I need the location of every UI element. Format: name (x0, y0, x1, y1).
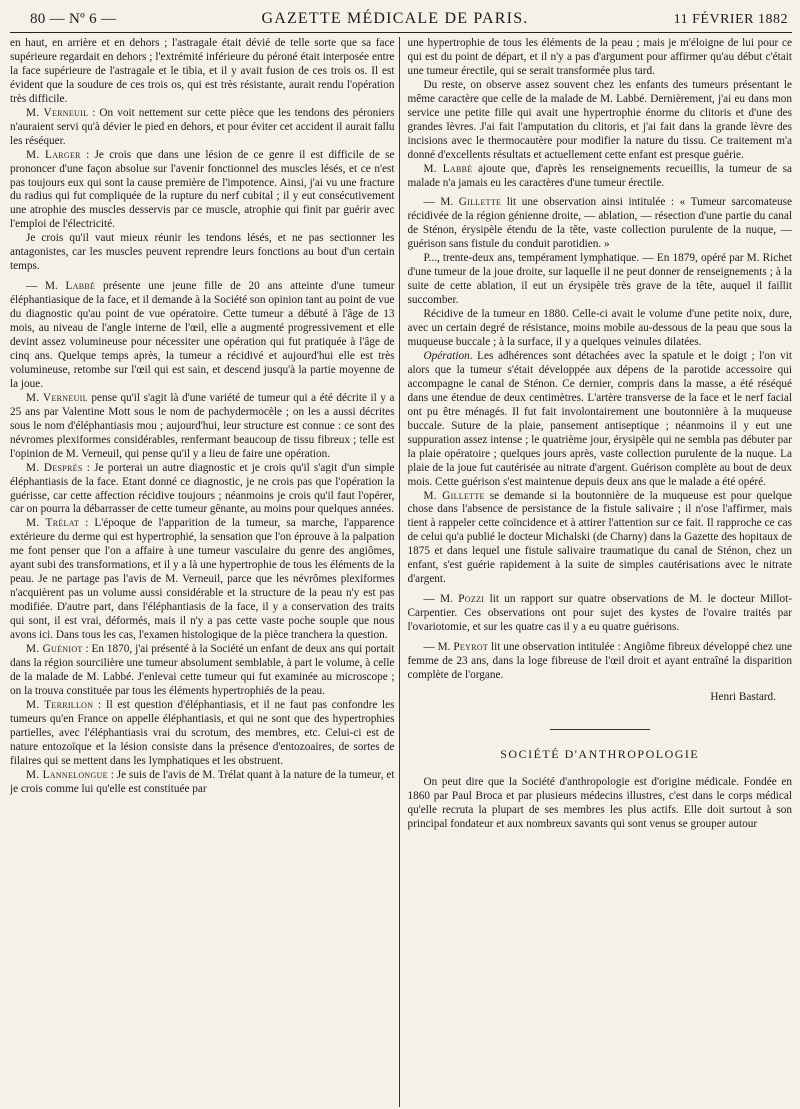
paragraph (408, 252, 793, 308)
page-header (10, 10, 792, 33)
paragraph (10, 280, 395, 392)
paragraph-text: en haut, en arrière et en dehors ; l'astragale était dévié de telle sorte que sa face supérieure regardait en dehors ; l'extrémité inférieure du péroné était interposée entre la face supérieure de l'astragale et le tibia, et il y avait fusion de ces trois os. Il est évident que la soudure de ces trois os, qui est très résistante, aurait rendu l'opération très difficile. (10, 37, 395, 105)
paragraph-text: : Il est question d'éléphantiasis, et il ne faut pas confondre les tumeurs qu'en France on appelle éléphantiasis, et qui ne sont que des hypertrophies partielles, avec l'éléphantiasis vrai du scrotum, des membres, etc. Celui-ci est de nature entozoïque et la lésion consiste dans la présence d'entozoaires, de sortes de filaires qui se mettent dans les lymphatiques et les obstruent. (10, 698, 395, 767)
section-divider (550, 729, 650, 730)
paragraph-text: ajoute que, d'après les renseignements recueillis, la tumeur de sa malade n'a jamais eu les caractères d'une tumeur érectile. (407, 162, 792, 189)
speaker-name: M. Labbé (423, 162, 473, 175)
author-signature: Henri Bastard. (710, 690, 776, 703)
paragraph (10, 37, 395, 107)
right-column (399, 37, 793, 1107)
paragraph (10, 769, 395, 797)
section-body: On peut dire que la Société d'anthropologie est d'origine médicale. Fondée en 1860 par Paul Broca et par plusieurs médecins illustres, c'est dans le corps médical qu'elle recruta la plupart de ses membres les plus actifs. Elle doit surtout à son principal fondateur et aux nombreux savants qui sont venus se grouper autour (407, 775, 792, 830)
speaker-name: M. Terrillon (26, 698, 94, 711)
speaker-name: M. Trélat (26, 517, 80, 530)
paragraph (408, 163, 793, 191)
italic-heading: Opération (423, 349, 470, 362)
speaker-name: M. Gillette (423, 489, 485, 502)
paragraph-dash: — M. (423, 196, 459, 209)
page-number: 80 — Nº 6 — (30, 11, 117, 27)
speaker-name: M. Guéniot (26, 642, 83, 655)
speaker-name: Pozzi (458, 593, 485, 606)
paragraph-dash: — M. (423, 641, 454, 654)
speaker-name: M. Desprès (26, 461, 83, 474)
paragraph-text: P..., trente-deux ans, tempérament lymphatique. — En 1879, opéré par M. Richet d'une tumeur de la joue droite, sur laquelle il ne peut donner de renseignements ; à la suite de cette ablation, il eut un érysipèle très grave de la tête, auquel il faillit succomber. (407, 252, 792, 307)
paragraph-text: une hypertrophie de tous les éléments de la peau ; mais je m'éloigne de lui pour ce qui est du point de départ, et il n'y a pas d'argument pour affirmer qu'au début c'était une tumeur érectile, qui se serait transformée plus tard. (407, 37, 792, 77)
paragraph (10, 462, 395, 518)
paragraph (10, 149, 395, 233)
paragraph-text: : En 1870, j'ai présenté à la Société un enfant de deux ans qui portait dans la région sourcilière une tumeur absolument semblable, à part le volume, à celle de la malade de M. Labbé. J'enlevai cette tumeur qui fut examinée au microscope ; on la trouva constituée par tous les éléments hypertrophiés de la peau. (10, 642, 395, 697)
paragraph (408, 196, 793, 252)
speaker-name: Labbé (65, 280, 96, 293)
paragraph-text: lit un rapport sur quatre observations de M. le docteur Millot-Carpentier. Ces observations ont pour sujet des kystes de l'ovaire traités par l'ovariotomie, et sur les quatre cas il y a eu quatre guérisons. (407, 593, 792, 634)
paragraph (10, 643, 395, 699)
paragraph-text: lit une observation intitulée : Angiôme fibreux développé chez une femme de 23 ans, dans la loge fibreuse de l'œil droit et ayant entraîné la disparition complète de l'organe. (407, 641, 792, 681)
paragraph-text: : Je suis de l'avis de M. Trélat quant à la nature de la tumeur, et je crois comme lui qu'elle est constituée par (10, 768, 395, 795)
paragraph-text: présente une jeune fille de 20 ans atteinte d'une tumeur éléphantiasique de la face, et il demande à la Société son opinion tant au point de vue du diagnostic qu'au point de vue opératoire. Cette tumeur a débuté à l'âge de 13 mois, au niveau de l'angle interne de l'œil, elle a augmenté progressivement et elle devint assez volumineuse pour nécessiter une opération qui fut pratiquée à l'âge de cinq ans. Quelque temps après, la tumeur a récidivé et aujourd'hui elle est très volumineuse, retombe sur l'œil qui est sain, et descend jusqu'à la partie moyenne de la joue. (10, 280, 395, 390)
speaker-name: M. Verneuil (26, 106, 89, 119)
paragraph-text: : Je crois que dans une lésion de ce genre il est difficile de se prononcer d'une façon absolue sur l'avenir fonctionnel des muscles lésés, et ce n'est pas toujours eux qui sont la cause première de l'impotence. Ainsi, j'ai vu une fracture du radius qui fut compliquée de la rupture du nerf cubital ; il y eut consécutivement une atrophie des muscles desservis par ce muscle, atrophie qui finit par guérir avec l'emploi de l'électricité. (10, 148, 395, 231)
speaker-name: M. Larger (26, 148, 81, 161)
paragraph (408, 593, 793, 635)
paragraph (408, 308, 793, 350)
right-column-paragraphs (408, 37, 793, 683)
section-title: SOCIÉTÉ D'ANTHROPOLOGIE (500, 746, 700, 761)
paragraph-text: Je crois qu'il vaut mieux réunir les tendons lésés, et ne pas sectionner les antagonistes, car les muscles peuvent reprendre leurs fonctions au bout d'un certain temps. (10, 232, 395, 273)
paragraph-text: pense qu'il s'agit là d'une variété de tumeur qui a été décrite il y a 25 ans par Valentine Mott sous le nom de pachydermocèle ; on les a aussi décrites sous le nom d'éléphantiasis mou ; aujourd'hui, leur structure est connue : ce sont des névromes plexiformes considérables, renfermant beaucoup de tissu fibreux ; telle est l'opinion de M. Verneuil, qui pense qu'il y a lieu de faire une opération. (10, 391, 395, 460)
paragraph (408, 79, 793, 163)
paragraph-text: Du reste, on observe assez souvent chez les enfants des tumeurs présentant le même caractère que celle de la malade de M. Labbé. Dernièrement, j'ai eu dans mon service une petite fille qui avait une hypertrophie énorme du clitoris et d'une des grandes lèvres. J'ai fait l'amputation du clitoris, et j'ai fait dans la grande lèvre des incisions avec le thermocautère pour modifier la nature du tissu. Ce traitement m'a donné d'excellents résultats et actuellement cette enfant est presque guérie. (407, 78, 792, 161)
speaker-name: Gillette (458, 196, 502, 209)
paragraph-text: Récidive de la tumeur en 1880. Celle-ci avait le volume d'une petite noix, dure, avec un certain degré de résistance, moins mobile au-dessous de la peau que sous la muqueuse buccale ; à la surface, il y a quelques veinules dilatées. (407, 308, 792, 349)
journal-title: GAZETTE MÉDICALE DE PARIS. (261, 10, 529, 27)
speaker-name: M. Lannelongue (26, 768, 108, 781)
paragraph-dash: — M. (26, 280, 66, 293)
paragraph (408, 641, 793, 683)
paragraph-text: se demande si la boutonnière de la muqueuse est pour quelque chose dans l'absence de persistance de la fistule salivaire ; il n'ose l'affirmer, mais tient à rappeler cette coïncidence et à attirer l'attention sur ce fait. Il rapproche ce cas de celui qu'a publié le docteur Michalski (de Charny) dans la Gazette des hopitaux de 1875 et dans lequel une fistule salivaire traumatique du canal de Sténon, chez un enfant, s'est guérie rapidement à la suite de simples cautérisations avec le nitrate d'argent. (407, 489, 792, 586)
paragraph (408, 490, 793, 588)
paragraph (10, 107, 395, 149)
paragraph-text: : Je porterai un autre diagnostic et je crois qu'il s'agit d'un simple éléphantiasis de la face. Etant donné ce diagnostic, je ne crois pas que l'opération la guérisse, car cette affection récidive toujours ; néanmoins je crois qu'il faut l'opérer, car on pourra la débarrasser de cette tumeur gênante, au moins pour quelques années. (10, 461, 395, 516)
paragraph (10, 699, 395, 769)
paragraph (10, 392, 395, 462)
paragraph-text: . Les adhérences sont détachées avec la spatule et le doigt ; l'on vit alors que la tumeur s'était développée aux dépens de la parotide accessoire qui accompagne le canal de Sténon. Ce dernier, compris dans la masse, a été réséqué dans une étendue de deux centimètres. L'artère transverse de la face et le nerf facial ont pu être ménagés. Il fut fait involontairement une boutonnière à la muqueuse buccale. Suture de la plaie, pansement antiseptique ; néanmoins il y eut une suppuration assez intense ; le quatrième jour, érysipèle qui ne sembla pas débuter par la plaie opératoire ; quelques jours après, vaste collection purulente de la nuque. La plaie de la joue fut cautérisée au nitrate d'argent. Guérison complète au bout de deux mois. Cette guérison s'est maintenue depuis deux ans que le malade a été opéré. (407, 349, 792, 488)
article-columns (10, 37, 792, 1107)
paragraph (408, 37, 793, 79)
paragraph-text: : L'époque de l'apparition de la tumeur, sa marche, l'apparence extérieure du derme qui est hypertrophié, la sensation que l'on éprouve à la palpation me font penser que l'on a affaire à une tumeur vasculaire du genre des angiômes, ayant subi des transformations, et il y a là une hypertrophie de tous les éléments de la peau. Je ne partage pas l'avis de M. Verneuil, parce que les névrômes plexiformes n'acquièrent pas un volume aussi considérable et la structure de la peau n'y est pas modifiée. D'autre part, dans l'éléphantiasis de la face, il y a conservation des traits qui sont, il est vrai, déformés, mais il n'y a pas cette vaste poche souple que nous avons ici. Dans tous les cas, l'examen histologique de la pièce tranchera la question. (10, 517, 395, 642)
paragraph-text: lit une observation ainsi intitulée : « Tumeur sarcomateuse récidivée de la région génienne droite, — ablation, — résection d'une partie du canal de Sténon, érysipèle étendu de la tête, vaste collection purulente de la nuque, — guérison sans fistule du conduit parotidien. » (407, 196, 792, 251)
paragraph-text: : On voit nettement sur cette pièce que les tendons des péroniers n'auraient servi qu'à dévier le pied en dehors, et pour éviter cet accident il aurait fallu les réséquer. (10, 106, 395, 147)
left-column (10, 37, 399, 1107)
paragraph-dash: — M. (423, 593, 459, 606)
speaker-name: M. Verneuil (26, 391, 88, 404)
paragraph (10, 517, 395, 643)
paragraph (10, 232, 395, 274)
issue-date: 11 FÉVRIER 1882 (673, 12, 788, 27)
paragraph (408, 350, 793, 490)
speaker-name: Peyrot (453, 641, 489, 654)
